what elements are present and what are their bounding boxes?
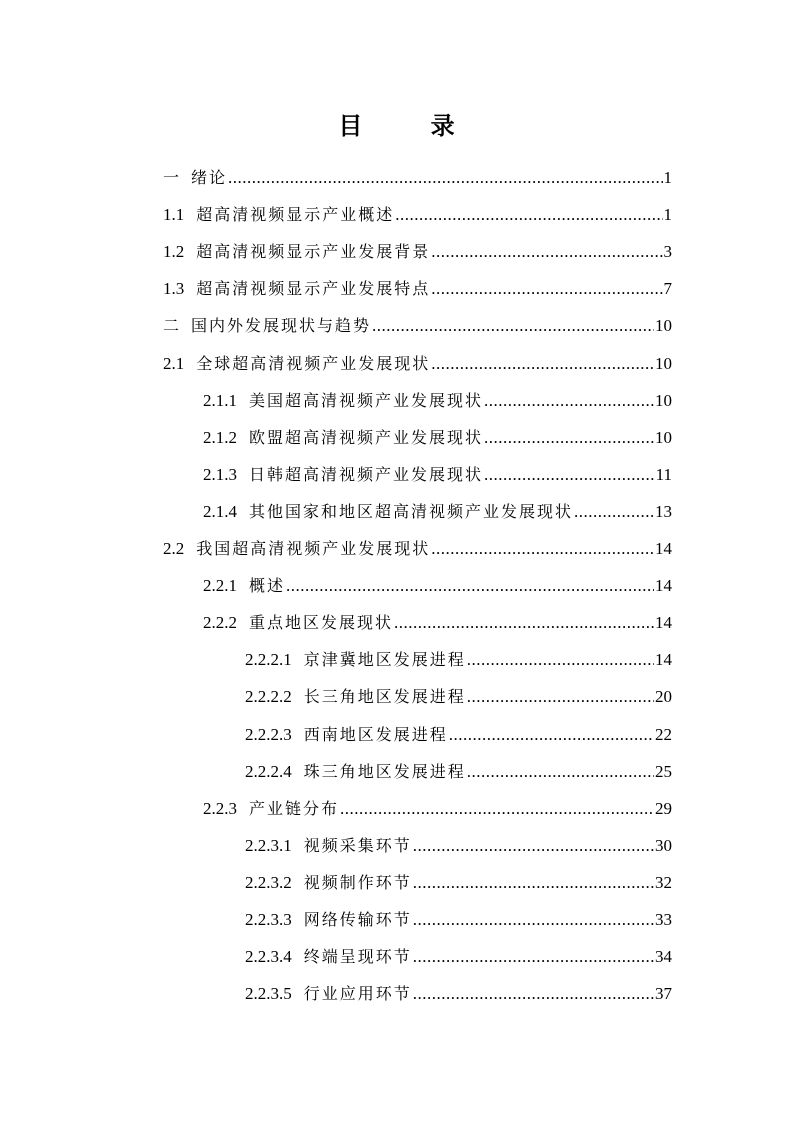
toc-entry <box>245 647 672 673</box>
toc-entry-number: 2.2.3 <box>203 798 237 818</box>
toc-entry-page: 37 <box>655 984 672 1004</box>
toc-entry-number: 2.2.3.3 <box>245 910 292 929</box>
toc-entry-number: 2.2.3.1 <box>245 835 292 855</box>
toc-entry-title: 超高清视频显示产业发展背景 <box>196 242 431 262</box>
toc-entry <box>203 425 672 451</box>
toc-entry <box>203 499 672 525</box>
toc-entry-page: 30 <box>655 835 672 855</box>
toc-entry <box>245 907 672 933</box>
toc-entry-page: 1 <box>663 205 672 225</box>
toc-entry-title: 全球超高清视频产业发展现状 <box>196 353 431 373</box>
toc-entry <box>163 239 672 265</box>
toc-entry-number: 1.2 <box>163 242 185 262</box>
toc-entry-number: 2.1.2 <box>203 427 237 447</box>
toc-entry-number: 2.2.2.4 <box>245 761 292 781</box>
toc-entry-page: 14 <box>655 576 672 596</box>
toc-dot-leader <box>413 833 654 859</box>
toc-dot-leader <box>286 573 654 599</box>
toc-entry-number: 2.1.1 <box>203 390 237 410</box>
toc-entry-title: 视频制作环节 <box>303 872 412 892</box>
toc-entry-number: 2.1.4 <box>203 501 237 521</box>
toc-dot-leader <box>413 981 654 1007</box>
toc-dot-leader <box>484 462 655 488</box>
toc-entry <box>163 202 672 228</box>
toc-dot-leader <box>449 722 654 748</box>
toc-entry-number: 2.2.2.2 <box>245 687 292 707</box>
toc-entry-page: 32 <box>655 872 672 892</box>
toc-entry-number: 2.2.2.1 <box>245 650 292 670</box>
toc-entry-page: 10 <box>655 316 672 336</box>
toc-dot-leader <box>413 870 654 896</box>
toc-entry-title: 西南地区发展进程 <box>303 724 448 744</box>
toc-entry-title: 概述 <box>249 576 286 596</box>
toc-entry <box>245 981 672 1007</box>
toc-entry-number: 一 <box>163 168 180 187</box>
toc-dot-leader <box>394 610 654 636</box>
toc-entry-number: 2.2 <box>163 539 185 558</box>
page-title: 目 录 <box>338 112 485 140</box>
toc-entry-number: 2.2.3.4 <box>245 947 292 967</box>
toc-entry-title: 日韩超高清视频产业发展现状 <box>249 464 484 484</box>
toc-entry-page: 14 <box>655 613 672 633</box>
toc-entry-page: 33 <box>655 910 672 929</box>
toc-entry <box>163 313 672 339</box>
toc-dot-leader <box>484 425 654 451</box>
toc-entry <box>163 276 672 302</box>
toc-dot-leader <box>431 536 654 562</box>
toc-entry <box>245 684 672 710</box>
toc-dot-leader <box>431 239 662 265</box>
toc-entry <box>203 796 672 822</box>
toc-entry <box>245 722 672 748</box>
toc-dot-leader <box>228 165 662 191</box>
toc-entry-page: 1 <box>663 168 672 187</box>
toc-entry-number: 2.2.3.2 <box>245 872 292 892</box>
toc-entry <box>203 388 672 414</box>
toc-entry-number: 2.2.3.5 <box>245 984 292 1004</box>
toc-entry-number: 二 <box>163 316 180 336</box>
toc-entry-number: 2.2.2.3 <box>245 724 292 744</box>
toc-dot-leader <box>431 351 654 377</box>
toc-entry-title: 国内外发展现状与趋势 <box>191 316 372 336</box>
toc-entry-title: 超高清视频显示产业概述 <box>196 205 395 225</box>
toc-dot-leader <box>467 684 654 710</box>
toc-entry-title: 我国超高清视频产业发展现状 <box>196 539 431 558</box>
toc-entry <box>163 536 672 562</box>
toc-entry <box>163 165 672 191</box>
toc-dot-leader <box>467 647 654 673</box>
toc-entry-title: 超高清视频显示产业发展特点 <box>196 279 431 299</box>
toc-entry-page: 3 <box>663 242 672 262</box>
toc-entry <box>203 462 672 488</box>
toc-dot-leader <box>340 796 654 822</box>
toc-entry <box>245 944 672 970</box>
toc-dot-leader <box>574 499 654 525</box>
toc-dot-leader <box>413 944 654 970</box>
toc-entry-page: 7 <box>663 279 672 299</box>
toc-entry <box>245 759 672 785</box>
toc-entry <box>245 870 672 896</box>
toc-entry-page: 14 <box>655 650 672 670</box>
toc-entry-page: 29 <box>655 798 672 818</box>
toc-entry <box>245 833 672 859</box>
toc-entry-title: 长三角地区发展进程 <box>303 687 466 707</box>
toc-entry-page: 11 <box>655 464 672 484</box>
toc-dot-leader <box>484 388 654 414</box>
toc-entry-number: 2.2.2 <box>203 613 237 633</box>
toc-entry <box>203 573 672 599</box>
toc-entry-title: 网络传输环节 <box>303 910 412 929</box>
toc-entry-page: 22 <box>655 724 672 744</box>
toc-entry-number: 1.3 <box>163 279 185 299</box>
toc-entry-number: 1.1 <box>163 205 185 225</box>
toc-entry-title: 绪论 <box>191 168 228 187</box>
toc-entry-page: 10 <box>655 390 672 410</box>
toc-entry-page: 25 <box>655 761 672 781</box>
toc-entry-title: 行业应用环节 <box>303 984 412 1004</box>
toc-dot-leader <box>413 907 654 933</box>
toc-entry-page: 10 <box>655 353 672 373</box>
toc-dot-leader <box>372 313 654 339</box>
toc-entry-page: 10 <box>655 427 672 447</box>
toc-entry-page: 20 <box>655 687 672 707</box>
toc-entry-title: 重点地区发展现状 <box>249 613 394 633</box>
toc-entry-title: 京津冀地区发展进程 <box>303 650 466 670</box>
toc-entry-title: 欧盟超高清视频产业发展现状 <box>249 427 484 447</box>
toc-dot-leader <box>395 202 662 228</box>
toc-entry-number: 2.2.1 <box>203 576 237 596</box>
toc-dot-leader <box>431 276 662 302</box>
toc-entry-title: 珠三角地区发展进程 <box>303 761 466 781</box>
toc-entry-page: 13 <box>655 501 672 521</box>
toc-dot-leader <box>467 759 654 785</box>
toc-entry-title: 其他国家和地区超高清视频产业发展现状 <box>249 501 574 521</box>
toc-entry-number: 2.1 <box>163 353 185 373</box>
toc-entry-title: 视频采集环节 <box>303 835 412 855</box>
toc-entry <box>163 351 672 377</box>
toc-entry-number: 2.1.3 <box>203 464 237 484</box>
toc-entry-title: 产业链分布 <box>249 798 340 818</box>
toc-entry-page: 14 <box>655 539 672 558</box>
toc-entry <box>203 610 672 636</box>
toc-entry-title: 美国超高清视频产业发展现状 <box>249 390 484 410</box>
toc-entry-title: 终端呈现环节 <box>303 947 412 967</box>
toc-entry-page: 34 <box>655 947 672 967</box>
